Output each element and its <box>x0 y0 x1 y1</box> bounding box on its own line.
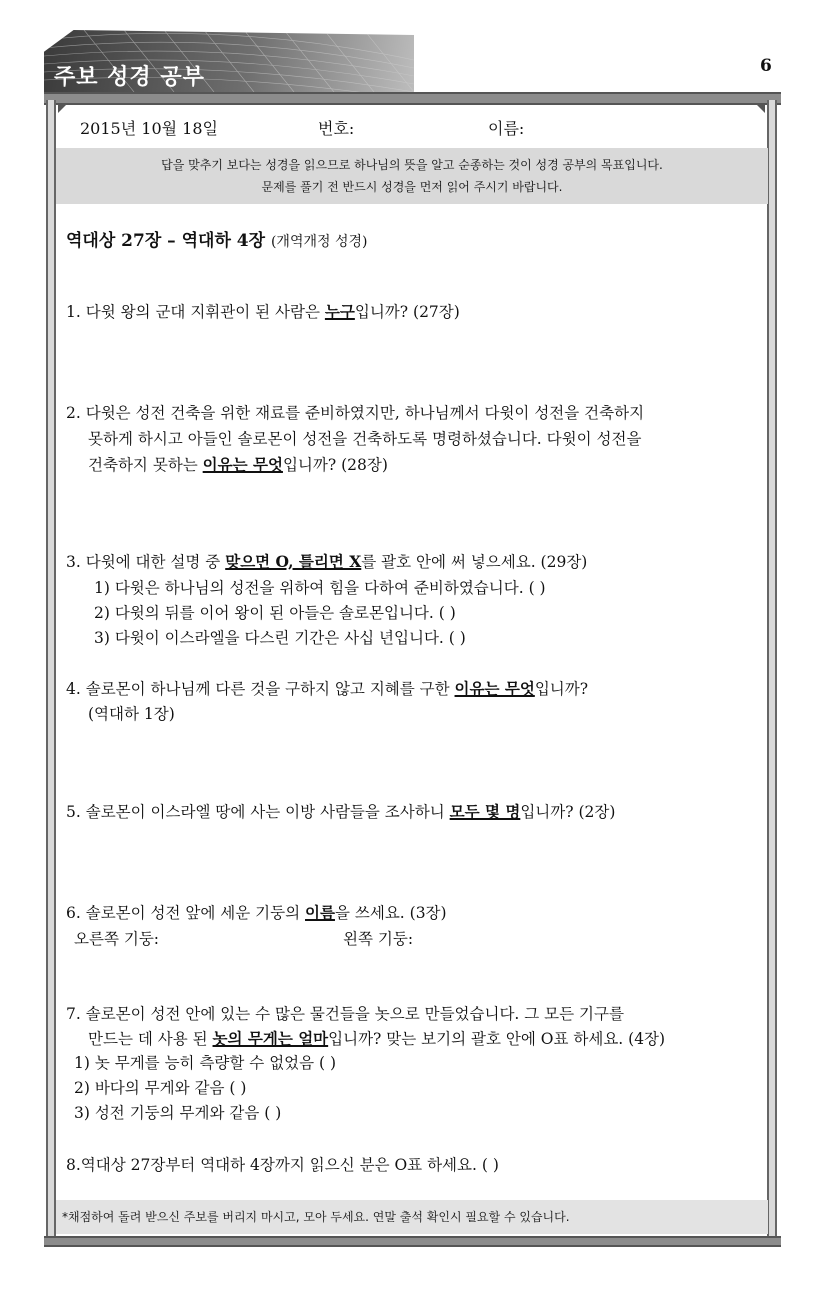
question-2-text: 건축하지 못하는 <box>88 456 203 474</box>
question-3-option-3: 3) 다윗이 이스라엘을 다스린 기간은 사십 년입니다. ( ) <box>94 629 466 647</box>
question-3-option-1: 1) 다윗은 하나님의 성전을 위하여 힘을 다하여 준비하였습니다. ( ) <box>94 579 546 597</box>
frame-left-border <box>46 100 56 1240</box>
question-4 <box>66 677 588 699</box>
bible-version: (개역개정 성경) <box>270 234 368 250</box>
question-6-text: 6. 솔로몬이 성전 앞에 세운 기둥의 <box>66 904 306 922</box>
corner-ornament-right <box>755 103 765 113</box>
corner-ornament-left <box>58 103 68 113</box>
notice-line-2: 문제를 풀기 전 반드시 성경을 먼저 읽어 주시기 바랍니다. <box>261 180 563 194</box>
notice-box <box>56 148 768 204</box>
question-7-option-1: 1) 놋 무게를 능히 측량할 수 없었음 ( ) <box>74 1054 337 1072</box>
question-7-text: 만드는 데 사용 된 <box>88 1030 213 1048</box>
question-3-keyword: 맞으면 O, 틀리면 X <box>225 552 362 571</box>
question-3-suffix: 를 괄호 안에 써 넣으세요. (29장) <box>361 553 588 571</box>
section-title-text: 역대상 27장 – 역대하 4장 <box>66 231 266 251</box>
question-1-text: 1. 다윗 왕의 군대 지휘관이 된 사람은 <box>66 303 325 321</box>
question-7-option-3: 3) 성전 기둥의 무게와 같음 ( ) <box>74 1104 282 1122</box>
question-4-suffix: 입니까? <box>534 680 589 698</box>
footer-note: *채점하여 돌려 받으신 주보를 버리지 마시고, 모아 두세요. 연말 출석 확인시 필요할 수 있습니다. <box>56 1200 768 1234</box>
question-6-keyword: 이름 <box>305 903 335 922</box>
question-7-suffix: 입니까? 맞는 보기의 괄호 안에 O표 하세요. (4장) <box>328 1030 666 1048</box>
header-title: 주보 성경 공부 <box>54 65 205 90</box>
number-label: 번호: <box>318 119 355 138</box>
question-3 <box>66 550 587 572</box>
question-5-suffix: 입니까? (2장) <box>520 803 616 821</box>
date: 2015년 10월 18일 <box>80 119 218 138</box>
question-3-text: 3. 다윗에 대한 설명 중 <box>66 553 226 571</box>
question-2-suffix: 입니까? (28장) <box>282 456 388 474</box>
question-2-line-1: 2. 다윗은 성전 건축을 위한 재료를 준비하였지만, 하나님께서 다윗이 성전을 건축하지 <box>66 404 645 422</box>
frame-bottom-border <box>44 1236 781 1247</box>
section-title <box>66 226 368 251</box>
frame-top-border <box>44 92 781 105</box>
question-4-text: 4. 솔로몬이 하나님께 다른 것을 구하지 않고 지혜를 구한 <box>66 680 455 698</box>
question-3-option-2: 2) 다윗의 뒤를 이어 왕이 된 아들은 솔로몬입니다. ( ) <box>94 604 456 622</box>
question-7-keyword: 놋의 무게는 얼마 <box>212 1029 329 1048</box>
question-4-keyword: 이유는 무엇 <box>454 679 535 698</box>
question-6 <box>66 901 447 923</box>
question-2-line-2: 못하게 하시고 아들인 솔로몬이 성전을 건축하도록 명령하셨습니다. 다윗이 성전을 <box>88 430 642 448</box>
question-5-text: 5. 솔로몬이 이스라엘 땅에 사는 이방 사람들을 조사하니 <box>66 803 450 821</box>
right-pillar-label: 오른쪽 기둥: <box>74 930 160 948</box>
question-4-line-2: (역대하 1장) <box>88 705 175 723</box>
notice-line-1: 답을 맞추기 보다는 성경을 읽으므로 하나님의 뜻을 알고 순종하는 것이 성경 공부의 목표입니다. <box>161 158 663 172</box>
question-6-suffix: 을 쓰세요. (3장) <box>334 904 447 922</box>
question-1 <box>66 300 460 322</box>
question-1-suffix: 입니까? (27장) <box>354 303 460 321</box>
question-2-keyword: 이유는 무엇 <box>202 455 283 474</box>
question-2-line-3 <box>88 453 388 475</box>
question-1-keyword: 누구 <box>324 302 355 321</box>
frame-right-border <box>767 100 777 1240</box>
left-pillar-label: 왼쪽 기둥: <box>343 930 414 948</box>
question-7-option-2: 2) 바다의 무게와 같음 ( ) <box>74 1079 247 1097</box>
question-5-keyword: 모두 몇 명 <box>449 802 521 821</box>
name-label: 이름: <box>488 119 525 138</box>
page-number: 6 <box>760 56 772 76</box>
question-8: 8.역대상 27장부터 역대하 4장까지 읽으신 분은 O표 하세요. ( ) <box>66 1156 499 1174</box>
question-7-line-1: 7. 솔로몬이 성전 안에 있는 수 많은 물건들을 놋으로 만들었습니다. 그 모든 기구를 <box>66 1005 624 1023</box>
question-7-line-2 <box>88 1027 665 1049</box>
question-5 <box>66 800 615 822</box>
